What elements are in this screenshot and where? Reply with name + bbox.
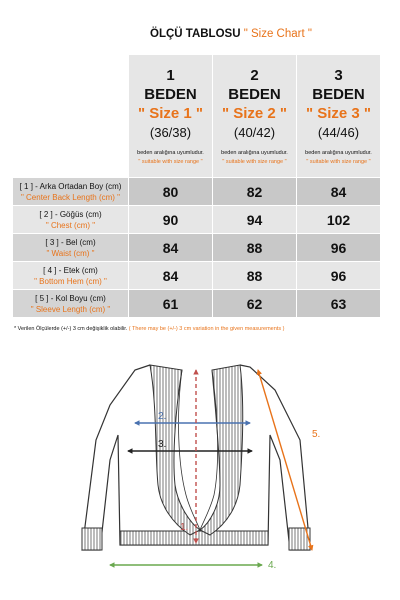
table-row — [13, 178, 381, 206]
row-label-turkish: [ 4 ] - Etek (cm) — [43, 265, 98, 275]
size-beden: BEDEN — [228, 86, 281, 103]
value-cell: 94 — [213, 206, 297, 234]
size-english: " Size 1 " — [137, 105, 204, 122]
footnote-english: ( There may be (+/-) 3 cm variation in the given measurements ) — [127, 326, 285, 332]
size-number: 2 — [250, 67, 259, 84]
range-note-english: " suitable with size range " — [138, 159, 203, 165]
row-label-english: " Sleeve Length (cm) " — [30, 304, 111, 314]
value-cell: 61 — [129, 290, 213, 318]
value-cell: 84 — [129, 262, 213, 290]
table-row — [13, 262, 381, 290]
table-row — [13, 290, 381, 318]
value-cell: 80 — [129, 178, 213, 206]
row-label — [13, 178, 129, 206]
label-3: 3. — [158, 439, 167, 450]
header-blank-cell — [13, 55, 129, 178]
row-label-english: " Chest (cm) " — [45, 220, 96, 230]
title-turkish: ÖLÇÜ TABLOSU — [150, 28, 241, 40]
row-label — [13, 234, 129, 262]
size-english: " Size 3 " — [305, 105, 372, 122]
label-2: 2. — [158, 411, 167, 422]
size-number: 1 — [166, 67, 175, 84]
footnote-turkish: * Verilen Ölçülerde (+/-) 3 cm değişiklik olabilir. — [14, 326, 128, 332]
row-label — [13, 262, 129, 290]
value-cell: 88 — [213, 234, 297, 262]
value-cell: 82 — [213, 178, 297, 206]
value-cell: 96 — [297, 262, 381, 290]
value-cell: 102 — [297, 206, 381, 234]
page-title — [150, 28, 312, 40]
value-cell: 62 — [213, 290, 297, 318]
value-cell: 88 — [213, 262, 297, 290]
table-row — [13, 234, 381, 262]
row-label — [13, 290, 129, 318]
table-row — [13, 206, 381, 234]
size-header-3 — [297, 55, 381, 178]
size-chart-table — [12, 54, 381, 318]
size-english: " Size 2 " — [221, 105, 288, 122]
size-header-1 — [129, 55, 213, 178]
size-range: (44/46) — [317, 125, 360, 140]
row-label-turkish: [ 5 ] - Kol Boyu (cm) — [35, 293, 106, 303]
row-label — [13, 206, 129, 234]
size-header-row — [13, 55, 381, 178]
size-beden: BEDEN — [144, 86, 197, 103]
value-cell: 90 — [129, 206, 213, 234]
size-number: 3 — [334, 67, 343, 84]
label-1: 1. — [180, 522, 189, 533]
range-note-turkish: beden aralığına uyumludur. — [221, 150, 288, 156]
size-header-2 — [213, 55, 297, 178]
range-note-turkish: beden aralığına uyumludur. — [305, 150, 372, 156]
range-note-turkish: beden aralığına uyumludur. — [137, 150, 204, 156]
size-beden: BEDEN — [312, 86, 365, 103]
label-5: 5. — [312, 429, 321, 440]
row-label-turkish: [ 2 ] - Göğüs (cm) — [39, 209, 102, 219]
row-label-turkish: [ 3 ] - Bel (cm) — [45, 237, 96, 247]
measurement-footnote — [14, 326, 284, 332]
row-label-turkish: [ 1 ] - Arka Ortadan Boy (cm) — [19, 181, 122, 191]
value-cell: 84 — [129, 234, 213, 262]
row-label-english: " Waist (cm) " — [46, 248, 95, 258]
row-label-english: " Center Back Length (cm) " — [20, 192, 121, 202]
size-range: (40/42) — [233, 125, 276, 140]
value-cell: 84 — [297, 178, 381, 206]
range-note-english: " suitable with size range " — [222, 159, 287, 165]
range-note-english: " suitable with size range " — [306, 159, 371, 165]
left-cuff — [82, 528, 102, 550]
row-label-english: " Bottom Hem (cm) " — [34, 276, 107, 286]
cardigan-measurement-diagram — [0, 345, 400, 600]
size-range: (36/38) — [149, 125, 192, 140]
value-cell: 63 — [297, 290, 381, 318]
value-cell: 96 — [297, 234, 381, 262]
title-english: " Size Chart " — [240, 28, 312, 40]
label-4: 4. — [268, 560, 277, 571]
